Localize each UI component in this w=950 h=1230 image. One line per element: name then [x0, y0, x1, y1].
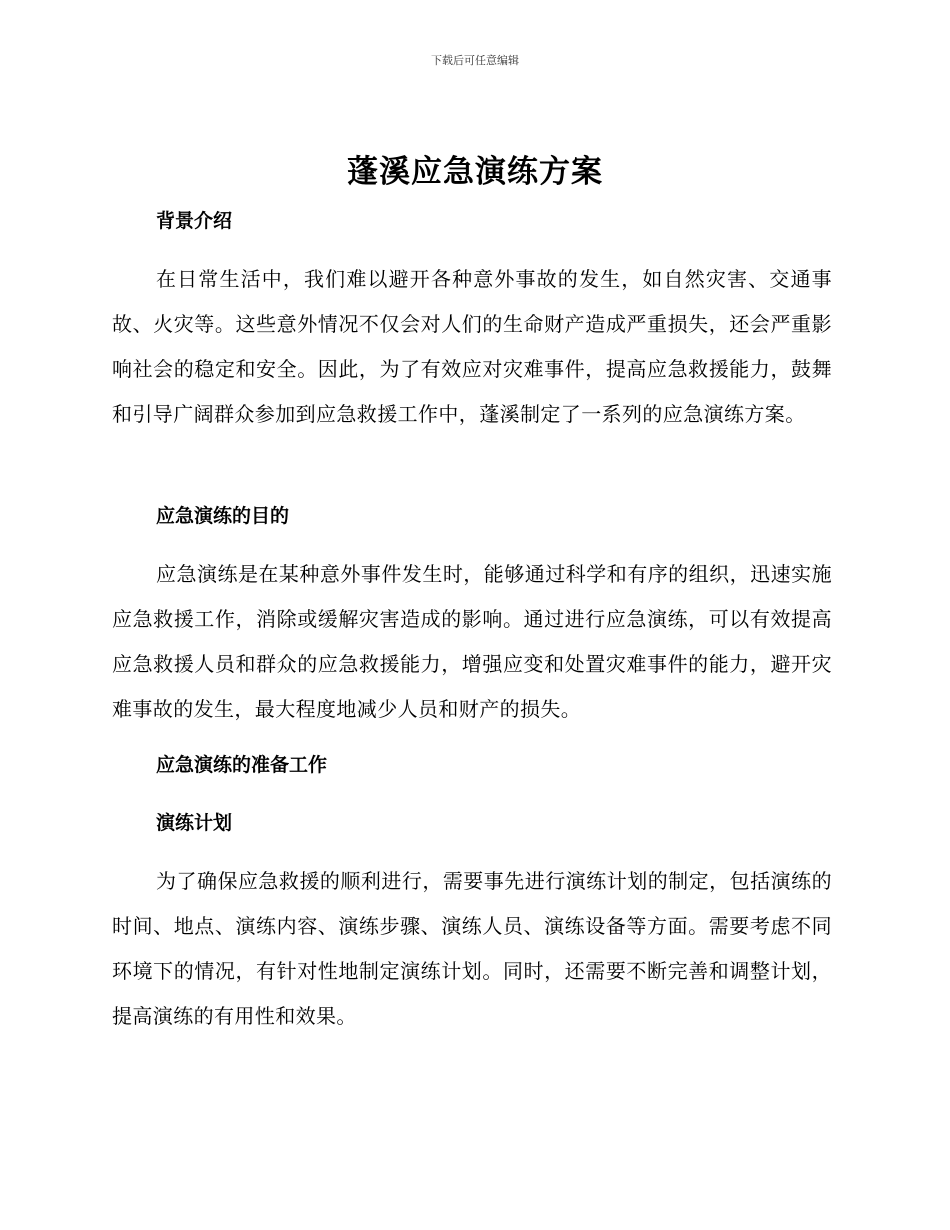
document-title: 蓬溪应急演练方案 [347, 154, 603, 190]
section-paragraph-purpose: 应急演练是在某种意外事件发生时，能够通过科学和有序的组织，迅速实施应急救援工作，消除或缓解灾害造成的影响。通过进行应急演练，可以有效提高应急救援人员和群众的应急救援能力，增强应变和处置灾难事件的能力，避开灾难事故的发生，最大程度地减少人员和财产的损失。 [112, 562, 832, 721]
section-heading-plan: 演练计划 [156, 812, 233, 834]
section-paragraph-plan: 为了确保应急救援的顺利进行，需要事先进行演练计划的制定，包括演练的时间、地点、演练内容、演练步骤、演练人员、演练设备等方面。需要考虑不同环境下的情况，有针对性地制定演练计划。同时，还需要不断完善和调整计划，提高演练的有用性和效果。 [112, 869, 832, 1028]
section-paragraph-background: 在日常生活中，我们难以避开各种意外事故的发生，如自然灾害、交通事故、火灾等。这些意外情况不仅会对人们的生命财产造成严重损失，还会严重影响社会的稳定和安全。因此，为了有效应对灾难事件，提高应急救援能力，鼓舞和引导广阔群众参加到应急救援工作中，蓬溪制定了一系列的应急演练方案。 [112, 267, 832, 426]
page-header: 下载后可任意编辑 [431, 54, 519, 67]
section-heading-background: 背景介绍 [156, 210, 233, 232]
section-heading-preparation: 应急演练的准备工作 [156, 754, 328, 776]
section-heading-purpose: 应急演练的目的 [156, 505, 290, 527]
